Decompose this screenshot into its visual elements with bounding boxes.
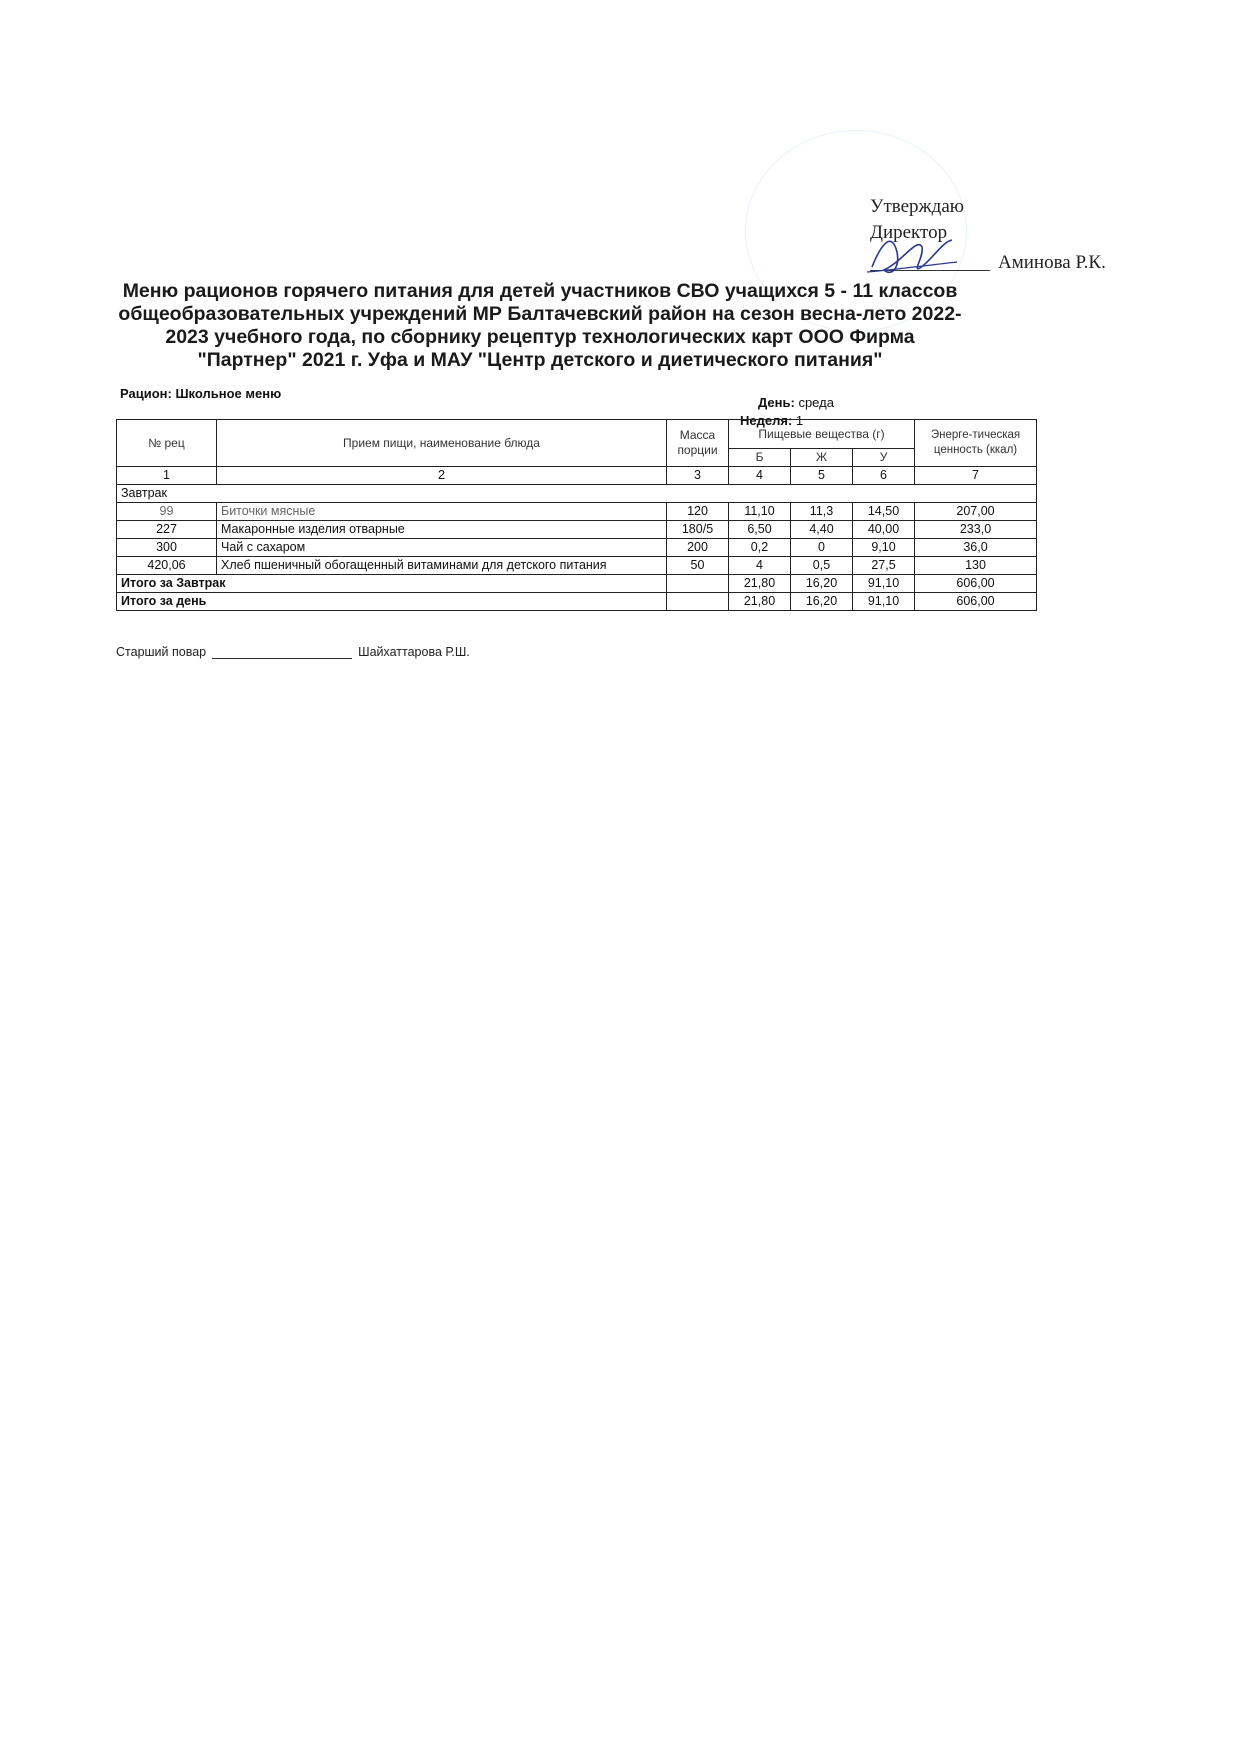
- u-cell: 9,10: [853, 539, 915, 557]
- numbering-row: [117, 467, 1037, 485]
- header-energy: Энерге-тическая ценность (ккал): [915, 420, 1037, 467]
- total-b-cell: 21,80: [729, 593, 791, 611]
- mass-cell: 120: [667, 503, 729, 521]
- rec-cell: 300: [117, 539, 217, 557]
- zh-cell: 4,40: [791, 521, 853, 539]
- director-signature: [862, 222, 962, 282]
- title-line: "Партнер" 2021 г. Уфа и МАУ "Центр детского и диетического питания": [197, 349, 883, 371]
- meal-row: [117, 485, 1037, 503]
- week-value: 1: [795, 413, 804, 428]
- rec-cell: 99: [117, 503, 217, 521]
- week-label: Неделя:: [740, 413, 793, 428]
- total-u-cell: 91,10: [853, 575, 915, 593]
- day-value: среда: [798, 395, 834, 410]
- kcal-cell: 233,0: [915, 521, 1037, 539]
- num-cell: 3: [667, 467, 729, 485]
- day-label: День:: [758, 395, 795, 410]
- ration-info: [120, 386, 281, 401]
- menu-table: [116, 419, 1037, 611]
- director-position: Директор: [870, 222, 948, 243]
- table-row: [117, 521, 1037, 539]
- u-cell: 27,5: [853, 557, 915, 575]
- total-zh-cell: 16,20: [791, 575, 853, 593]
- meal-label: Завтрак: [117, 485, 1037, 503]
- total-mass-cell: [667, 575, 729, 593]
- header-rec-no: № рец: [117, 420, 217, 467]
- kcal-cell: 36,0: [915, 539, 1037, 557]
- num-cell: 5: [791, 467, 853, 485]
- b-cell: 0,2: [729, 539, 791, 557]
- mass-cell: 200: [667, 539, 729, 557]
- cook-role: Старший повар: [116, 645, 207, 659]
- zh-cell: 0,5: [791, 557, 853, 575]
- b-cell: 11,10: [729, 503, 791, 521]
- zh-cell: 11,3: [791, 503, 853, 521]
- total-b-cell: 21,80: [729, 575, 791, 593]
- zh-cell: 0: [791, 539, 853, 557]
- day-info: [758, 395, 834, 410]
- mass-cell: 50: [667, 557, 729, 575]
- table-row: [117, 539, 1037, 557]
- num-cell: 4: [729, 467, 791, 485]
- total-day-label: Итого за день: [117, 593, 667, 611]
- ration-label: Рацион:: [120, 386, 172, 401]
- title-line: общеобразовательных учреждений МР Балтачевский район на сезон весна-лето 2022-: [118, 303, 962, 325]
- total-zh-cell: 16,20: [791, 593, 853, 611]
- num-cell: 1: [117, 467, 217, 485]
- table-row: [117, 503, 1037, 521]
- total-kcal-cell: 606,00: [915, 593, 1037, 611]
- total-kcal-cell: 606,00: [915, 575, 1037, 593]
- footer-signature: [116, 645, 470, 659]
- header-zh: Ж: [791, 449, 853, 467]
- u-cell: 40,00: [853, 521, 915, 539]
- dish-cell: Макаронные изделия отварные: [217, 521, 667, 539]
- table-row: [117, 557, 1037, 575]
- header-dish: Прием пищи, наименование блюда: [217, 420, 667, 467]
- approve-label: Утверждаю: [870, 196, 964, 217]
- mass-cell: 180/5: [667, 521, 729, 539]
- total-day-row: [117, 593, 1037, 611]
- b-cell: 6,50: [729, 521, 791, 539]
- header-nutrients: Пищевые вещества (г): [729, 420, 915, 449]
- title-line: 2023 учебного года, по сборнику рецептур технологических карт ООО Фирма: [165, 326, 915, 348]
- table-header-row: [117, 420, 1037, 449]
- ration-value: Школьное меню: [175, 386, 282, 401]
- total-meal-label: Итого за Завтрак: [117, 575, 667, 593]
- cook-signature-line: [212, 658, 352, 659]
- header-u: У: [853, 449, 915, 467]
- num-cell: 7: [915, 467, 1037, 485]
- header-b: Б: [729, 449, 791, 467]
- header-mass: Масса порции: [667, 420, 729, 467]
- kcal-cell: 130: [915, 557, 1037, 575]
- director-name: Аминова Р.К.: [998, 252, 1106, 273]
- rec-cell: 227: [117, 521, 217, 539]
- b-cell: 4: [729, 557, 791, 575]
- u-cell: 14,50: [853, 503, 915, 521]
- title-line: Меню рационов горячего питания для детей участников СВО учащихся 5 - 11 классов: [122, 280, 958, 302]
- kcal-cell: 207,00: [915, 503, 1037, 521]
- document-title: [100, 280, 980, 372]
- num-cell: 6: [853, 467, 915, 485]
- dish-cell: Хлеб пшеничный обогащенный витаминами для детского питания: [217, 557, 667, 575]
- total-meal-row: [117, 575, 1037, 593]
- rec-cell: 420,06: [117, 557, 217, 575]
- total-mass-cell: [667, 593, 729, 611]
- num-cell: 2: [217, 467, 667, 485]
- dish-cell: Чай с сахаром: [217, 539, 667, 557]
- cook-name: Шайхаттарова Р.Ш.: [358, 645, 470, 659]
- dish-cell: Биточки мясные: [217, 503, 667, 521]
- total-u-cell: 91,10: [853, 593, 915, 611]
